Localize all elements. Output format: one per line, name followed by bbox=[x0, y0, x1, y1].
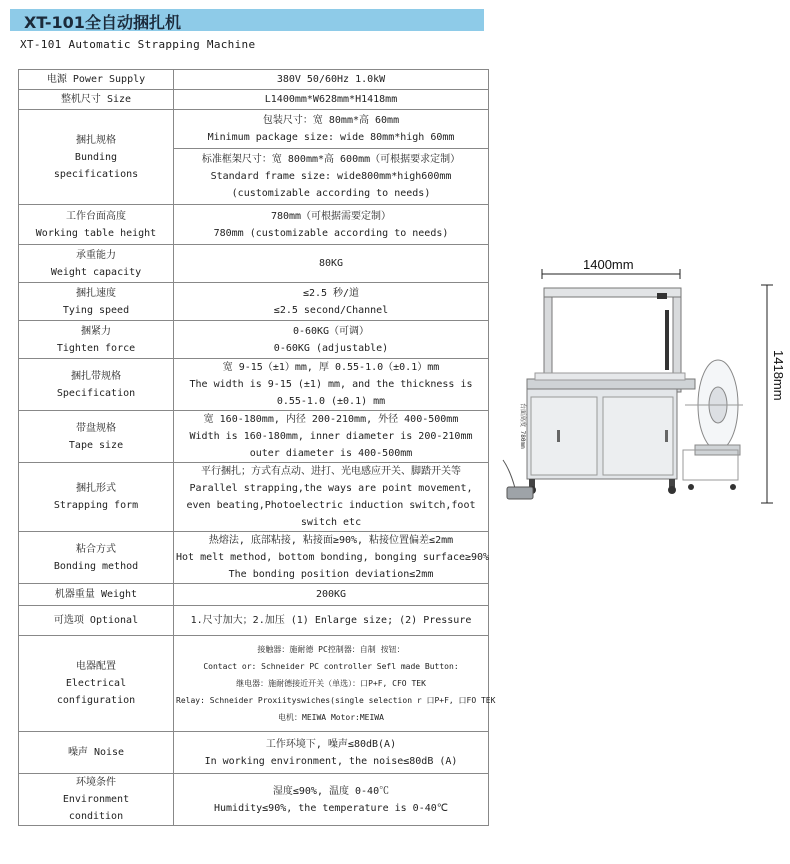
spec-row bbox=[19, 584, 489, 606]
spec-label-line: Environment bbox=[62, 794, 130, 805]
spec-table bbox=[18, 69, 496, 826]
spec-value bbox=[174, 70, 489, 90]
spec-value-line: In working environment, the noise≤80dB (A) bbox=[204, 755, 458, 767]
spec-row bbox=[19, 732, 489, 774]
spec-value bbox=[174, 732, 489, 774]
spec-row bbox=[19, 359, 489, 411]
spec-label bbox=[19, 205, 174, 245]
table-height-label: 台面高度 780mm bbox=[519, 403, 526, 449]
spec-value-line: 标准框架尺寸：宽 800mm*高 600mm（可根据要求定制） bbox=[201, 154, 461, 165]
spec-value-line: 电机：MEIWA Motor:MEIWA bbox=[278, 713, 384, 722]
spec-row bbox=[19, 321, 489, 359]
spec-label-line: 捆扎规格 bbox=[76, 134, 116, 146]
spec-value-line: Standard frame size: wide800mm*high600mm bbox=[210, 171, 452, 182]
title-bar bbox=[10, 9, 484, 31]
spec-value-line: 包装尺寸：宽 80mm*高 60mm bbox=[262, 115, 400, 126]
spec-label-line: Bonding method bbox=[53, 560, 139, 572]
spec-label bbox=[19, 359, 174, 411]
spec-value bbox=[174, 463, 489, 532]
spec-value-line: switch etc bbox=[300, 517, 362, 528]
spec-row bbox=[19, 606, 489, 636]
spec-row bbox=[19, 411, 489, 463]
spec-value-line: 200KG bbox=[315, 589, 347, 600]
spec-label-line: Electrical bbox=[65, 678, 127, 689]
height-dimension-label: 1418mm bbox=[771, 350, 786, 401]
spec-label bbox=[19, 70, 174, 90]
spec-value-line: Contact or: Schneider PC controller Sefl made Button: bbox=[203, 662, 459, 671]
spec-value-line: Width is 160-180mm, inner diameter is 200-210mm bbox=[189, 431, 473, 442]
spec-value bbox=[174, 584, 489, 606]
width-dimension-label: 1400mm bbox=[583, 257, 634, 272]
spec-label bbox=[19, 110, 174, 205]
spec-value-line: ≤2.5 second/Channel bbox=[273, 304, 389, 316]
spec-value-line: 宽 9-15（±1）mm, 厚 0.55-1.0（±0.1）mm bbox=[222, 362, 440, 373]
spec-label bbox=[19, 321, 174, 359]
spec-value bbox=[174, 90, 489, 110]
spec-row bbox=[19, 205, 489, 245]
spec-label-line: 环境条件 bbox=[76, 777, 116, 788]
spec-label-line: 承重能力 bbox=[76, 249, 116, 261]
spec-label bbox=[19, 636, 174, 732]
spec-label bbox=[19, 732, 174, 774]
spec-value bbox=[174, 110, 489, 205]
spec-label-line: 捆扎带规格 bbox=[71, 370, 121, 382]
spec-label-line: 粘合方式 bbox=[76, 543, 116, 555]
spec-label-line: Specification bbox=[56, 387, 136, 399]
spec-label-line: 电源 Power Supply bbox=[46, 74, 146, 85]
spec-value bbox=[174, 321, 489, 359]
spec-label bbox=[19, 245, 174, 283]
spec-label-line: Bunding bbox=[74, 151, 118, 163]
spec-label-line: specifications bbox=[53, 168, 139, 180]
spec-row bbox=[19, 463, 489, 532]
spec-value-line: L1400mm*W628mm*H1418mm bbox=[264, 94, 398, 105]
spec-label bbox=[19, 463, 174, 532]
spec-row bbox=[19, 636, 489, 732]
spec-value-line: 工作环境下, 噪声≤80dB(A) bbox=[265, 738, 397, 750]
spec-row bbox=[19, 532, 489, 584]
spec-label-line: 整机尺寸 Size bbox=[60, 94, 132, 105]
spec-value-line: 湿度≤90%, 温度 0-40℃ bbox=[272, 785, 390, 797]
spec-value-line: 780mm（可根据需要定制） bbox=[270, 210, 392, 222]
spec-row bbox=[19, 774, 489, 826]
spec-label-line: 捆扎形式 bbox=[76, 483, 116, 494]
spec-value-line: 1.尺寸加大；2.加压 (1) Enlarge size; (2) Pressure bbox=[190, 615, 472, 626]
spec-value-group bbox=[174, 148, 488, 204]
spec-label-line: configuration bbox=[56, 695, 136, 706]
spec-label-line: Tighten force bbox=[56, 342, 136, 354]
spec-value bbox=[174, 606, 489, 636]
spec-value-line: 380V 50/60Hz 1.0kW bbox=[276, 74, 386, 85]
spec-value bbox=[174, 359, 489, 411]
spec-label-line: 工作台面高度 bbox=[66, 210, 126, 222]
spec-label-line: 电器配置 bbox=[76, 661, 116, 672]
spec-value bbox=[174, 774, 489, 826]
spec-value-line: even beating,Photoelectric induction switch,foot bbox=[186, 500, 476, 511]
spec-value-line: 0-60KG（可调） bbox=[292, 325, 370, 337]
spec-value-group bbox=[174, 110, 488, 148]
spec-label-line: condition bbox=[68, 811, 124, 822]
spec-label bbox=[19, 90, 174, 110]
spec-value-line: The bonding position deviation≤2mm bbox=[228, 569, 434, 580]
spec-value-line: 继电器：施耐德接近开关（单选）：口P+F, CFO TEK bbox=[236, 679, 426, 688]
spec-value-line: Parallel strapping,the ways are point movement, bbox=[189, 483, 473, 494]
spec-value-line: (customizable according to needs) bbox=[231, 188, 431, 199]
spec-label bbox=[19, 411, 174, 463]
spec-label-line: Tape size bbox=[68, 439, 124, 451]
spec-value-line: 接触器：施耐德 PC控制器：自制 按钮： bbox=[257, 645, 405, 654]
spec-label-line: 机器重量 Weight bbox=[54, 589, 138, 600]
spec-value bbox=[174, 636, 496, 732]
spec-value bbox=[174, 205, 489, 245]
spec-row bbox=[19, 283, 489, 321]
spec-value bbox=[174, 245, 489, 283]
spec-label bbox=[19, 532, 174, 584]
spec-value-line: 0-60KG (adjustable) bbox=[273, 342, 389, 354]
spec-value bbox=[174, 283, 489, 321]
spec-value-line: 平行捆扎；方式有点动、进打、光电感应开关、脚踏开关等 bbox=[201, 466, 461, 477]
spec-value-line: The width is 9-15 (±1) mm, and the thickness is bbox=[189, 379, 473, 390]
spec-label-line: Weight capacity bbox=[50, 266, 142, 278]
spec-label bbox=[19, 584, 174, 606]
spec-value-line: Relay: Schneider Proxiityswiches(single selection r 口P+F, 口FO TEK bbox=[176, 696, 496, 705]
spec-value-line: ≤2.5 秒/道 bbox=[302, 287, 360, 299]
spec-value bbox=[174, 411, 489, 463]
spec-row bbox=[19, 70, 489, 90]
page-title: XT-101全自动捆扎机 bbox=[24, 13, 181, 32]
spec-label-line: Tying speed bbox=[62, 304, 130, 316]
spec-value-line: Minimum package size: wide 80mm*high 60mm bbox=[207, 132, 455, 143]
spec-value bbox=[174, 532, 489, 584]
spec-label bbox=[19, 774, 174, 826]
spec-label-line: Strapping form bbox=[53, 500, 139, 511]
spec-value-line: Hot melt method, bottom bonding, bonging surface≥90% bbox=[176, 552, 490, 563]
spec-label-line: 捆扎速度 bbox=[76, 287, 116, 299]
spec-label bbox=[19, 283, 174, 321]
spec-row bbox=[19, 110, 489, 205]
spec-value-line: outer diameter is 400-500mm bbox=[249, 448, 413, 459]
spec-label-line: 带盘规格 bbox=[76, 422, 116, 434]
spec-label-line: 可选项 Optional bbox=[53, 615, 139, 626]
machine-illustration bbox=[495, 255, 790, 515]
page-subtitle: XT-101 Automatic Strapping Machine bbox=[20, 38, 256, 51]
spec-row bbox=[19, 245, 489, 283]
spec-value-line: 780mm (customizable according to needs) bbox=[213, 227, 449, 239]
spec-value-line: 宽 160-180mm, 内径 200-210mm, 外径 400-500mm bbox=[203, 414, 459, 425]
spec-label-line: 捆紧力 bbox=[81, 325, 111, 337]
spec-value-line: 0.55-1.0 (±0.1) mm bbox=[276, 396, 386, 407]
spec-value-line: Humidity≤90%, the temperature is 0-40℃ bbox=[214, 802, 448, 814]
spec-row bbox=[19, 90, 489, 110]
spec-value-line: 80KG bbox=[318, 258, 344, 269]
spec-label-line: Working table height bbox=[35, 227, 157, 239]
spec-label-line: 噪声 Noise bbox=[67, 747, 125, 758]
spec-value-line: 热熔法, 底部粘接, 粘接面≥90%, 粘接位置偏差≤2mm bbox=[208, 535, 454, 546]
spec-label bbox=[19, 606, 174, 636]
